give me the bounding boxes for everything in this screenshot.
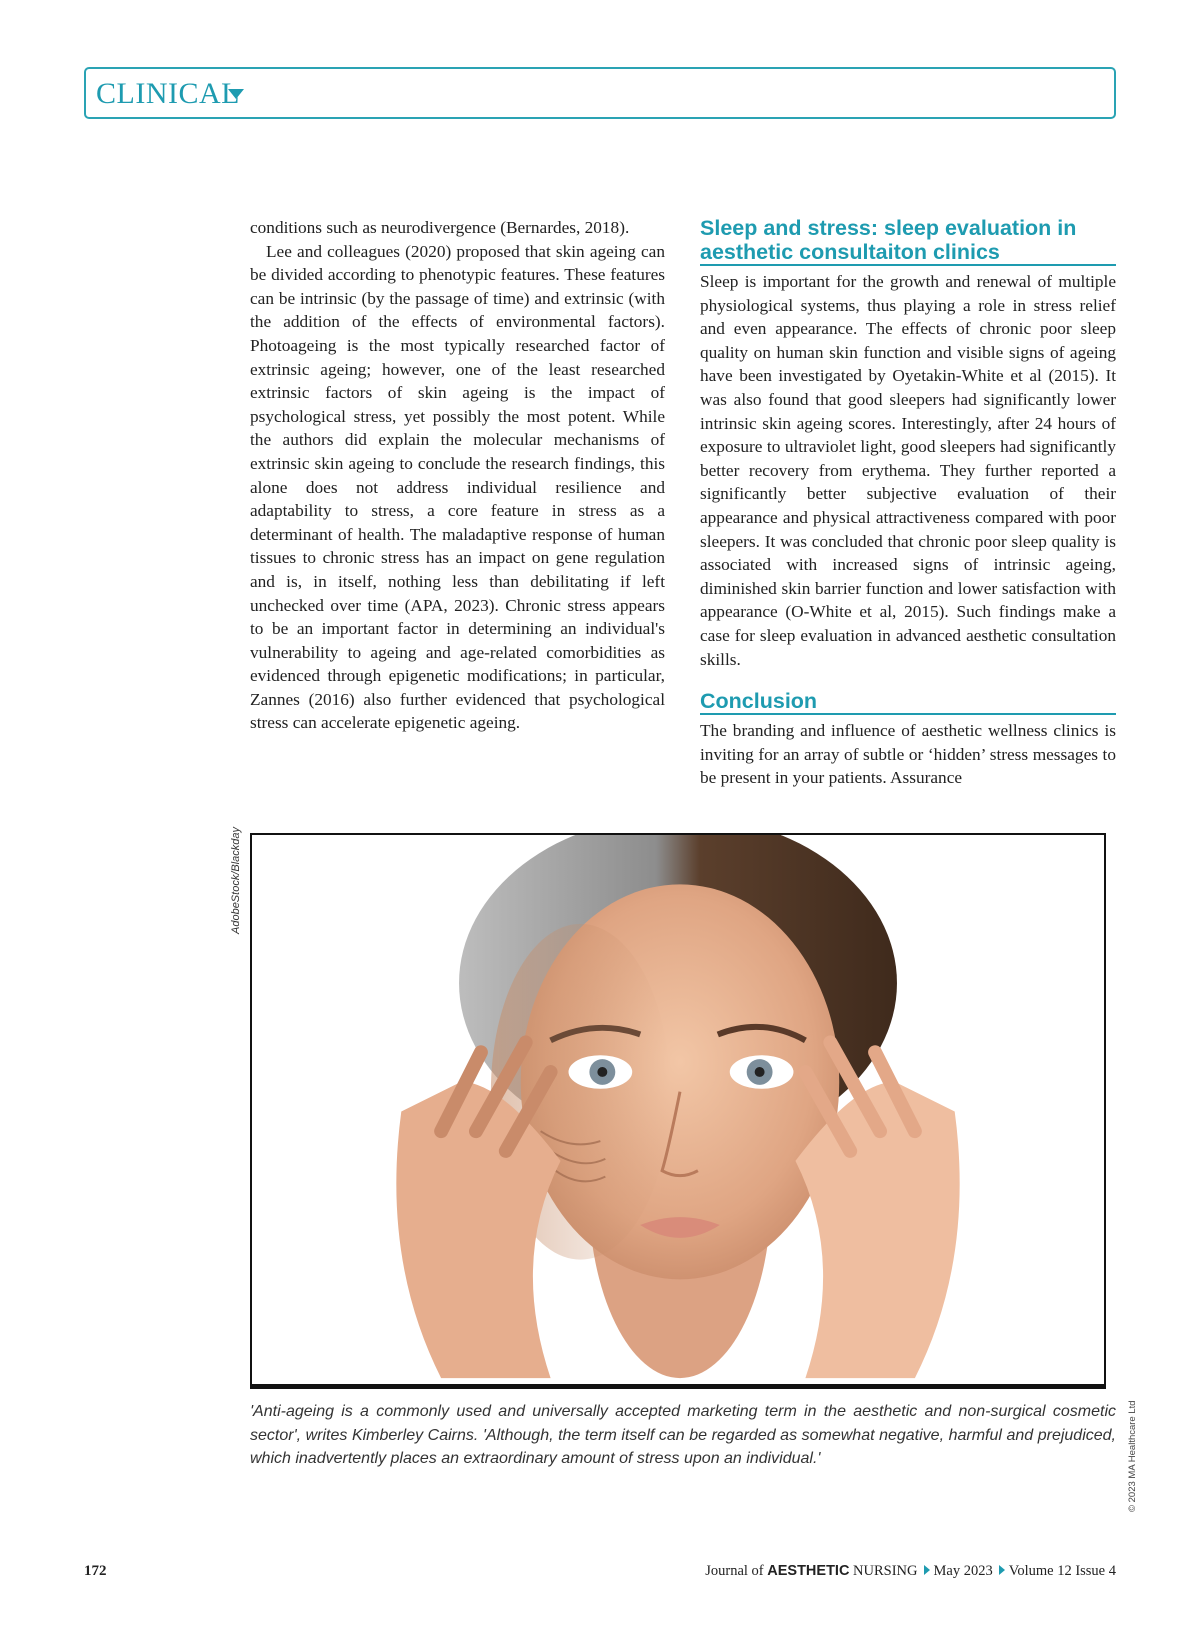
face-photo-illustration	[252, 835, 1104, 1384]
copyright-notice: © 2023 MA Healthcare Ltd	[1127, 1400, 1138, 1512]
right-column	[700, 216, 1116, 790]
section-header-box	[84, 67, 1116, 119]
figure-caption: 'Anti-ageing is a commonly used and universally accepted marketing term in the aesthetic and non-surgical cosmetic sector', writes Kimberley Cairns. 'Although, the term itself can be regarded as somewhat negative, harmful and prejudiced, which inadvertently places an extraordinary amount of stress upon an individual.'	[250, 1403, 1116, 1467]
arrow-right-icon	[924, 1565, 930, 1575]
sleep-stress-paragraph: Sleep is important for the growth and renewal of multiple physiological systems, thus playing a role in stress relief and even appearance. The effects of chronic poor sleep quality on human skin function and visible signs of ageing have been investigated by Oyetakin-White et al (2015). It was also found that good sleepers had significantly lower intrinsic skin ageing scores. Interestingly, after 24 hours of exposure to ultraviolet light, good sleepers had significantly better recovery from erythema. They further reported a significantly better subjective evaluation of their appearance and physical attractiveness compared with poor sleepers. It was concluded that chronic poor sleep quality is associated with increased signs of intrinsic ageing, diminished skin barrier function and lower satisfaction with appearance (O-White et al, 2015). Such findings make a case for sleep evaluation in advanced aesthetic consultation skills.	[700, 272, 1116, 669]
left-paragraph-1: conditions such as neurodivergence (Bernardes, 2018).	[250, 218, 630, 237]
volume-issue: Volume 12 Issue 4	[1008, 1563, 1116, 1579]
sleep-stress-heading: Sleep and stress: sleep evaluation in aesthetic consultaiton clinics	[700, 216, 1116, 266]
photo-credit: AdobeStock/Blackday	[230, 826, 242, 934]
journal-prefix: Journal of	[705, 1563, 768, 1579]
conclusion-heading: Conclusion	[700, 689, 1116, 715]
journal-name-bold: AESTHETIC	[767, 1563, 850, 1579]
page-number: 172	[84, 1563, 107, 1579]
left-column	[250, 216, 665, 735]
arrow-right-icon	[999, 1565, 1005, 1575]
figure-photo	[250, 833, 1106, 1389]
issue-date: May 2023	[933, 1563, 993, 1579]
journal-footer	[705, 1563, 1116, 1580]
conclusion-paragraph: The branding and influence of aesthetic wellness clinics is inviting for an array of subtle or ‘hidden’ stress messages to be present in your patients. Assurance	[700, 721, 1116, 788]
caret-down-icon	[228, 89, 244, 99]
journal-suffix: NURSING	[849, 1563, 918, 1579]
left-paragraph-2: Lee and colleagues (2020) proposed that skin ageing can be divided according to phenotypic features. These features can be intrinsic (by the passage of time) and extrinsic (with the addition of the effects of environmental factors). Photoageing is the most typically researched factor of extrinsic ageing; however, one of the least researched extrinsic factors of skin ageing is the impact of psychological stress, yet possibly the most potent. While the authors did explain the molecular mechanisms of extrinsic skin ageing to conclude the research findings, this alone does not address individual resilience and adaptability to stress, a core feature in stress as a determinant of health. The maladaptive response of human tissues to chronic stress has an impact on gene regulation and is, in itself, nothing less than debilitating if left unchecked over time (APA, 2023). Chronic stress appears to be an important factor in determining an individual's vulnerability to ageing and age-related comorbidities as evidenced through epigenetic modifications; in particular, Zannes (2016) also further evidenced that psychological stress can accelerate epigenetic ageing.	[250, 241, 665, 733]
section-label: CLINICAL	[96, 77, 240, 110]
